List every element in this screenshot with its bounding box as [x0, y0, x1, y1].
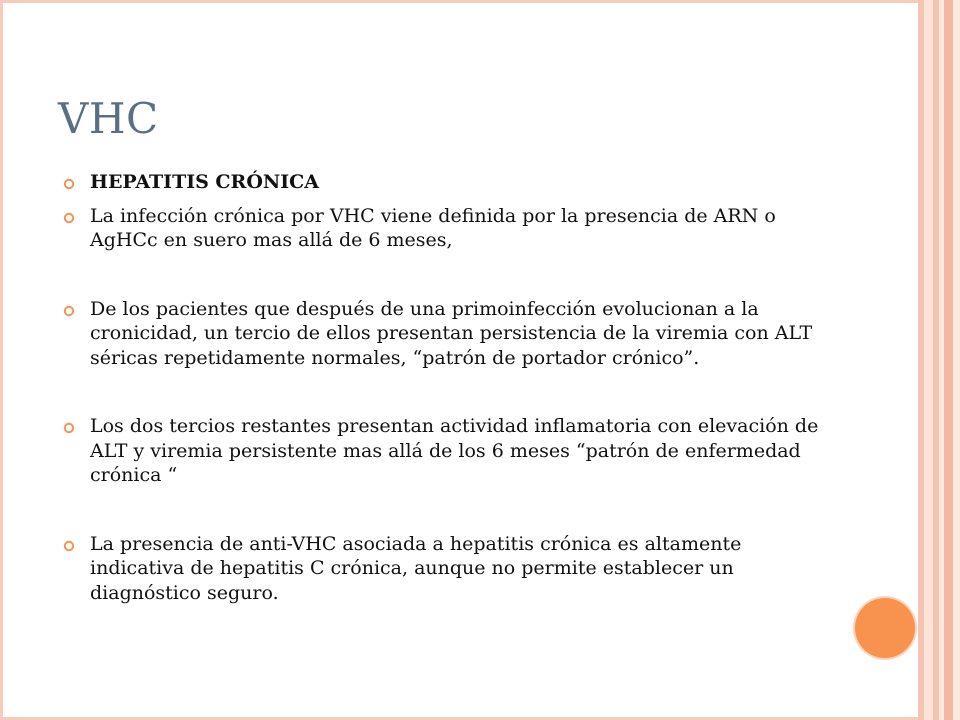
- bullet-icon: [63, 422, 75, 434]
- bullet-item: [60, 204, 830, 253]
- bullet-icon: [63, 540, 75, 552]
- bullet-item: [60, 414, 830, 488]
- stripe: [924, 0, 933, 720]
- stripe: [953, 0, 960, 720]
- orange-circle-decoration: [855, 598, 915, 658]
- bullet-text: Los dos tercios restantes presentan actividad inflamatoria con elevación de ALT y viremia persistente mas allá de los 6 meses “patrón de enfermedad crónica “: [90, 415, 819, 486]
- bullet-icon: [63, 178, 75, 190]
- bullet-text: La infección crónica por VHC viene definida por la presencia de ARN o AgHCc en suero mas allá de 6 meses,: [90, 204, 776, 251]
- bullet-item: [60, 297, 830, 371]
- bullet-icon: [63, 212, 75, 224]
- bullet-text: HEPATITIS CRÓNICA: [90, 171, 320, 193]
- decorative-stripes: [918, 0, 960, 720]
- bullet-item: [60, 170, 830, 195]
- bullet-list: [60, 170, 830, 605]
- bullet-item: [60, 532, 830, 606]
- bullet-text: De los pacientes que después de una primoinfección evolucionan a la cronicidad, un tercio de ellos presentan persistencia de la viremia con ALT séricas repetidamente normales, “patrón de portador crónico”.: [90, 297, 813, 369]
- bullet-text: La presencia de anti-VHC asociada a hepatitis crónica es altamente indicativa de hepatitis C crónica, aunque no permite establecer un diagnóstico seguro.: [90, 532, 742, 604]
- bullet-icon: [63, 305, 75, 317]
- stripe: [944, 0, 953, 720]
- slide-title: VHC: [58, 94, 159, 143]
